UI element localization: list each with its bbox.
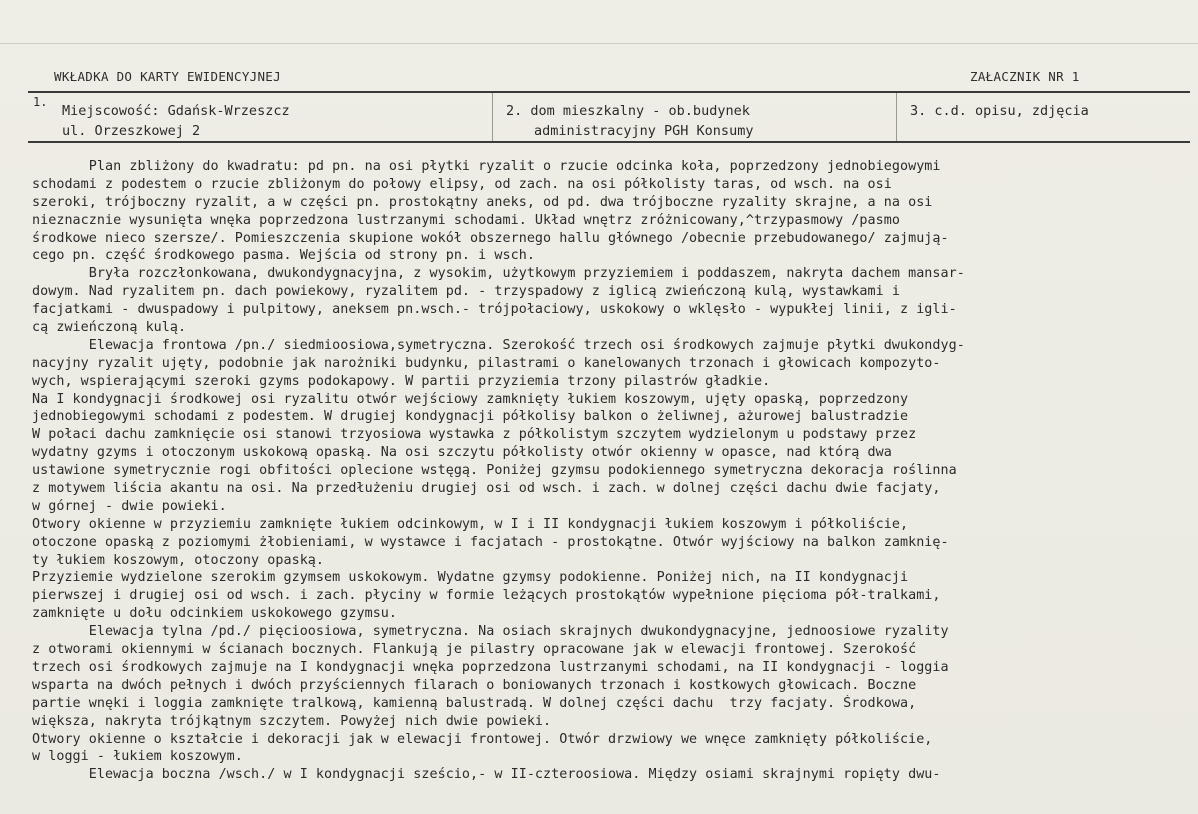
- header-rule-top: [28, 91, 1190, 93]
- description-line: większa, nakryta trójkątnym szczytem. Powyżej nich dwie powieki.: [32, 713, 552, 729]
- description-line: jednobiegowymi schodami z podestem. W drugiej kondygnacji półkolisy balkon o żeliwnej, ażurowej balustradzie: [32, 409, 909, 425]
- description-line: wych, wspierającymi szeroki gzyms podokapowy. W partii przyziemia trzony pilastrów gładkie.: [32, 373, 771, 389]
- section-number: 1.: [33, 95, 48, 109]
- building-type-field: [506, 101, 753, 141]
- field-separator: [896, 93, 897, 141]
- insert-title: WKŁADKA DO KARTY EWIDENCYJNEJ: [54, 69, 281, 84]
- description-line: Elewacja boczna /wsch./ w I kondygnacji sześcio,- w II-czteroosiowa. Między osiami skrajnymi ropięty dwu-: [32, 767, 941, 783]
- description-line: Otwory okienne w przyziemiu zamknięte łukiem odcinkowym, w I i II kondygnacji łukiem koszowym i półkoliście,: [32, 516, 909, 532]
- description-line: ty łukiem koszowym, otoczony opaską.: [32, 552, 325, 568]
- description-line: Na I kondygnacji środkowej osi ryzalitu otwór wejściowy zamknięty łukiem koszowym, ujęty opaską, poprzedzony: [32, 391, 909, 407]
- description-line: Otwory okienne o kształcie i dekoracji jak w elewacji frontowej. Otwór drzwiowy we wnęce zamknięty półkoliście,: [32, 731, 933, 747]
- description-line: wydatny gzyms i otoczonym uskokową opaską. Na osi szczytu półkolisty otwór okienny w opasce, nad którą dwa: [32, 445, 892, 461]
- locality-field: [62, 101, 290, 141]
- description-line: Przyziemie wydzielone szerokim gzymsem uskokowym. Wydatne gzymsy podokienne. Poniżej nich, na II kondygnacji: [32, 570, 909, 586]
- description-text: [32, 158, 1192, 784]
- attachment-number: ZAŁACZNIK NR 1: [970, 69, 1080, 84]
- description-line: Plan zbliżony do kwadratu: pd pn. na osi płytki ryzalit o rzucie odcinka koła, poprzedzony jednobiegowymi: [32, 159, 941, 174]
- description-line: środkowe nieco szersze/. Pomieszczenia skupione wokół obszernego hallu głównego /obecnie przebudowanego/ zajmują-: [32, 230, 949, 246]
- description-line: otoczone opaską z poziomymi żłobieniami, w wystawce i facjatach - prostokątne. Otwór wyjściowy na balkon zamknię-: [32, 534, 949, 550]
- locality-line: Miejscowość: Gdańsk-Wrzeszcz: [62, 103, 290, 119]
- field-separator: [492, 93, 493, 141]
- description-line: nieznacznie wysunięta wnęka poprzedzona lustrzanymi schodami. Układ wnętrz zróżnicowany,^trzypasmowy /pasmo: [32, 212, 900, 228]
- building-use-line: administracyjny PGH Konsumy: [534, 123, 754, 139]
- description-line: Elewacja frontowa /pn./ siedmioosiowa,symetryczna. Szerokość trzech osi środkowych zajmuje płytki dwukondyg-: [32, 337, 965, 353]
- description-line: pierwszej i drugiej osi od wsch. i zach. płyciny w formie leżących prostokątów wypełnione pięcioma pół-tralkami,: [32, 588, 941, 604]
- description-line: nacyjny ryzalit ujęty, podobnie jak narożniki budynku, pilastrami o kanelowanych trzonach i głowicach kompozyto-: [32, 355, 941, 371]
- description-line: partie wnęki i loggia zamknięte tralkową, kamienną balustradą. W dolnej części dachu trzy facjaty. Środkowa,: [32, 695, 917, 711]
- description-line: facjatkami - dwuspadowy i pulpitowy, aneksem pn.wsch.- trójpołaciowy, uskokowy o wklęsło - wypukłej linii, z igli-: [32, 302, 957, 318]
- description-line: zamknięte u dołu odcinkiem uskokowego gzymsu.: [32, 606, 398, 622]
- description-line: w loggi - łukiem koszowym.: [32, 749, 243, 765]
- description-line: w górnej - dwie powieki.: [32, 498, 227, 514]
- description-line: z otworami okiennymi w ścianach bocznych. Flankują je pilastry opracowane jak w elewacji frontowej. Szerokość: [32, 642, 917, 658]
- description-line: szeroki, trójboczny ryzalit, a w części pn. prostokątny aneks, od pd. dwa trójboczne ryzality skrajne, a na osi: [32, 194, 933, 210]
- description-line: z motywem liścia akantu na osi. Na przedłużeniu drugiej osi od wsch. i zach. w dolnej części dachu dwie facjaty,: [32, 481, 941, 497]
- description-line: Elewacja tylna /pd./ pięcioosiowa, symetryczna. Na osiach skrajnych dwukondygnacyjne, jednoosiowe ryzality: [32, 624, 949, 640]
- description-line: schodami z podestem o rzucie zbliżonym do połowy elipsy, od zach. na osi półkolisty taras, od wsch. na osi: [32, 176, 892, 192]
- header-rule-bottom: [28, 141, 1190, 143]
- description-line: trzech osi środkowych zajmuje na I kondygnacji wnęka poprzedzona lustrzanymi schodami, na II kondygnacji - loggia: [32, 659, 949, 675]
- description-line: ustawione symetrycznie rogi obfitości oplecione wstęgą. Poniżej gzymsu podokiennego symetryczna dekoracja roślinna: [32, 463, 957, 479]
- description-line: W połaci dachu zamknięcie osi stanowi trzyosiowa wystawka z półkolistym szczytem wydzielonym u podstawy przez: [32, 427, 917, 443]
- description-line: dowym. Nad ryzalitem pn. dach powiekowy, ryzalitem pd. - trzyspadowy z iglicą zwieńczoną kulą, wystawkami i: [32, 284, 900, 300]
- card-edge-line: [0, 43, 1198, 44]
- description-line: wsparta na dwóch pełnych i dwóch przyściennych filarach o boniowanych trzonach i kostkowych głowicach. Boczne: [32, 677, 917, 693]
- description-line: cą zwieńczoną kulą.: [32, 320, 187, 336]
- continuation-field: 3. c.d. opisu, zdjęcia: [910, 103, 1089, 119]
- street-line: ul. Orzeszkowej 2: [62, 123, 201, 139]
- description-line: Bryła rozczłonkowana, dwukondygnacyjna, z wysokim, użytkowym przyziemiem i poddaszem, nakryta dachem mansar-: [32, 266, 965, 282]
- building-type-line: 2. dom mieszkalny - ob.budynek: [506, 103, 750, 119]
- description-line: cego pn. część środkowego pasma. Wejścia od strony pn. i wsch.: [32, 248, 535, 264]
